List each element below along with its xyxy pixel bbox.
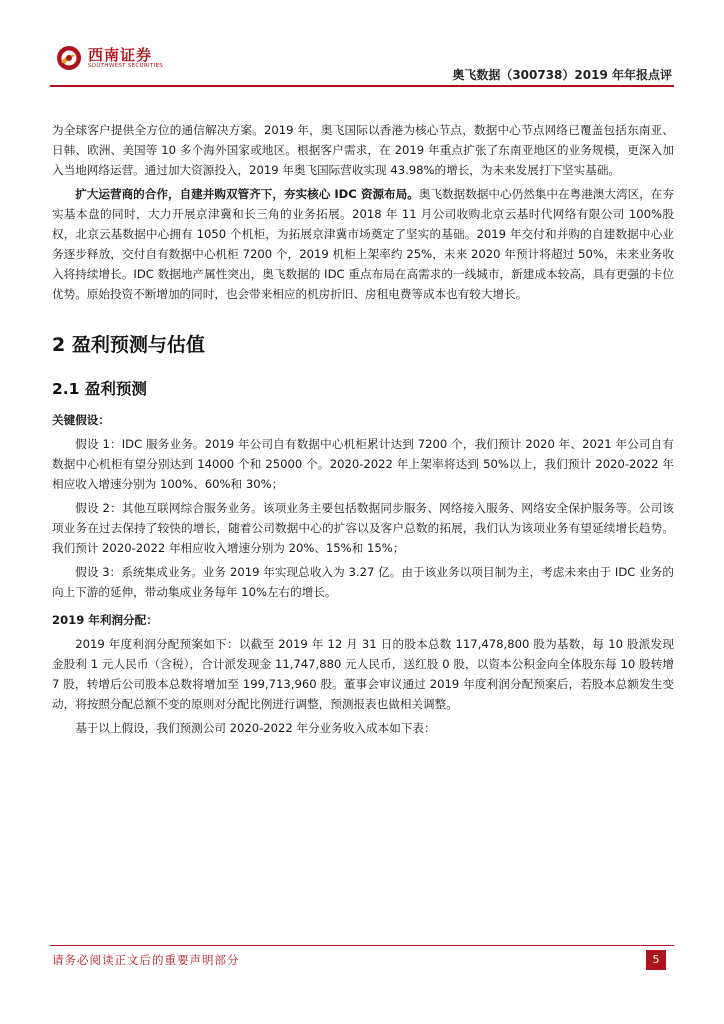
assumption-1: 假设 1：IDC 服务业务。2019 年公司自有数据中心机柜累计达到 7200 个，我们预计 2020 年、2021 年公司自有数据中心机柜有望分别达到 14000 个和 25000 个。2020-2022 年上架率将达到 50%以上，我们预计 2020-2022 年相应收入增速分别为 100%、60%和 30%；	[52, 437, 674, 491]
logo-english-name: SOUTHWEST SECURITIES	[88, 63, 164, 69]
assumption-2: 假设 2：其他互联网综合服务业务。该项业务主要包括数据同步服务、网络接入服务、网络安全保护服务等。公司该项业务在过去保持了较快的增长，随着公司数据中心的扩容以及客户总数的拓展，我们认为该项业务有望延续增长趋势。我们预计 2020-2022 年相应收入增速分别为 20%、15%和 15%；	[52, 501, 674, 555]
subsection-heading: 2.1 盈利预测	[52, 380, 147, 398]
forecast-intro: 基于以上假设，我们预测公司 2020-2022 年分业务收入成本如下表：	[75, 721, 436, 735]
disclaimer-notice: 请务必阅读正文后的重要声明部分	[52, 953, 240, 967]
paragraph-idc-layout	[52, 184, 674, 304]
assumptions-label: 关键假设：	[52, 413, 110, 427]
paragraph-idc-body: 奥飞数据数据中心仍然集中在粤港澳大湾区，在夯实基本盘的同时，大力开展京津冀和长三角的业务拓展。2018 年 11 月公司收购北京云基时代网络有限公司 100%股权，北京云基数据中心拥有 1050 个机柜，为拓展京津冀市场奠定了坚实的基础。2019 年交付和并购的自建数据中心业务逐步释放，交付自有数据中心机柜 7200 个，2019 机柜上架率约 25%，未来 2020 年预计将超过 50%，未来业务收入将持续增长。IDC 数据地产属性突出，奥飞数据的 IDC 重点布局在高需求的一线城市，新建成本较高，具有更强的卡位优势。原始投资不断增加的同时，也会带来相应的机房折旧、房租电费等成本也有较大增长。	[52, 187, 674, 301]
dividend-label: 2019 年利润分配：	[52, 613, 158, 627]
main-content	[52, 120, 674, 738]
logo-chinese-name: 西南证券	[88, 46, 153, 64]
paragraph-overseas: 为全球客户提供全方位的通信解决方案。2019 年，奥飞国际以香港为核心节点，数据中心节点网络已覆盖包括东南亚、日韩、欧洲、美国等 10 多个海外国家或地区。根据客户需求，在 2019 年重点扩张了东南亚地区的业务规模，更深入加入当地网络运营。通过加大资源投入，2019 年奥飞国际营收实现 43.98%的增长，为未来发展打下坚实基础。	[52, 123, 674, 177]
paragraph-idc-lead: 扩大运营商的合作，自建并购双管齐下，夯实核心 IDC 资源布局。	[75, 187, 419, 201]
page-number: 5	[646, 950, 666, 970]
report-title: 奥飞数据（300738）2019 年年报点评	[452, 68, 672, 82]
dividend-paragraph: 2019 年度利润分配预案如下：以截至 2019 年 12 月 31 日的股本总数 117,478,800 股为基数，每 10 股派发现金股利 1 元人民币（含税），合计派发现金 11,747,880 元人民币，送红股 0 股，以资本公积金向全体股东每 10 股转增 7 股，转增后公司股本总数将增加至 199,713,960 股。董事会审议通过 2019 年度利润分配预案后，若股本总额发生变动，将按照分配总额不变的原则对分配比例进行调整，预测报表也做相关调整。	[52, 637, 674, 711]
assumption-3: 假设 3：系统集成业务。业务 2019 年实现总收入为 3.27 亿。由于该业务以项目制为主，考虑未来由于 IDC 业务的向上下游的延伸，带动集成业务每年 10%左右的增长。	[52, 565, 674, 599]
company-logo-icon	[56, 45, 82, 71]
page-header	[0, 0, 724, 90]
footer-divider	[50, 945, 674, 946]
section-heading: 2 盈利预测与估值	[52, 334, 205, 356]
header-divider	[50, 85, 674, 87]
